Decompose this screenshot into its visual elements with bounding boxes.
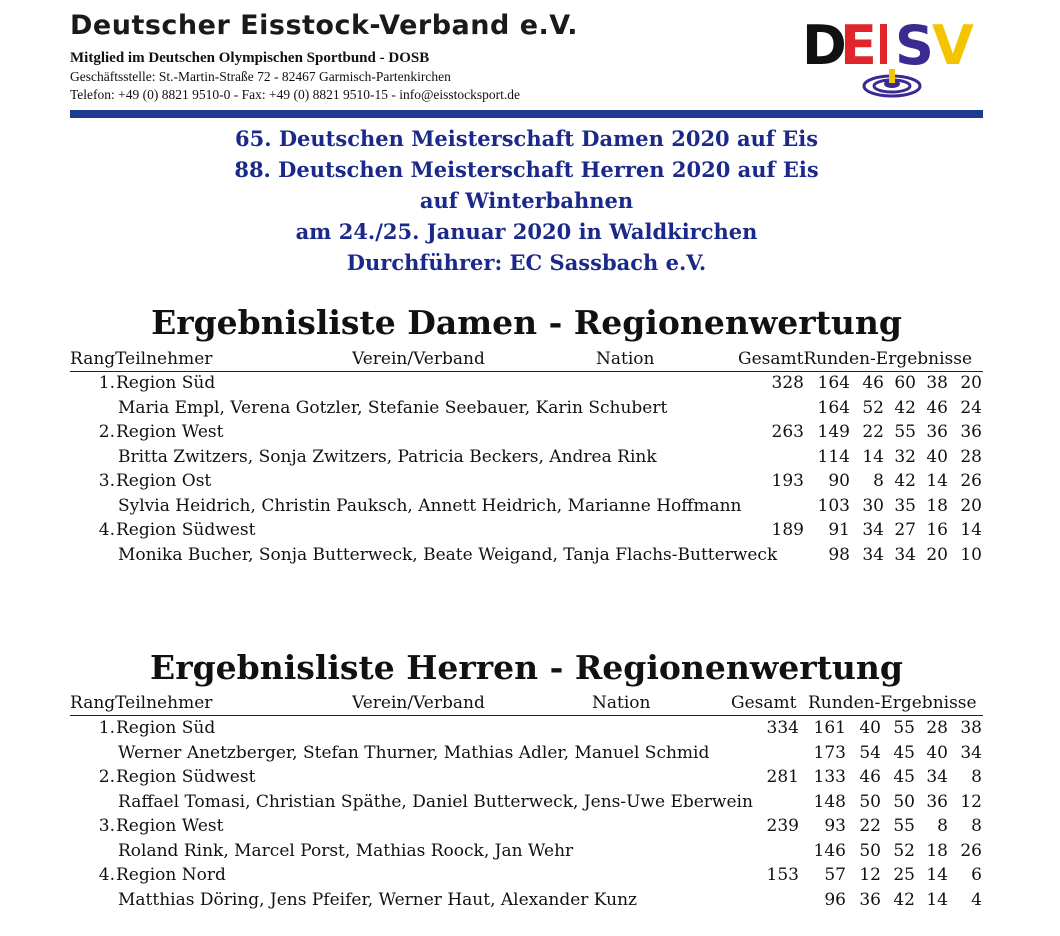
team-total: 334 xyxy=(766,718,799,738)
col-verein: Verein/Verband xyxy=(352,349,485,369)
player-round-score: 12 xyxy=(960,791,982,812)
team-round-score: 12 xyxy=(859,865,881,885)
team-rank: 1. xyxy=(98,373,115,393)
team-round-score: 161 xyxy=(813,718,846,738)
team-round-score: 91 xyxy=(828,520,850,540)
herren-title: Ergebnisliste Herren - Regionenwertung xyxy=(150,648,903,687)
team-round-score: 45 xyxy=(893,767,915,787)
team-round-score: 14 xyxy=(960,520,982,540)
player-round-score: 32 xyxy=(894,446,916,467)
team-players: Britta Zwitzers, Sonja Zwitzers, Patricia Beckers, Andrea Rink xyxy=(118,446,657,467)
team-round-score: 8 xyxy=(873,471,884,491)
team-round-score: 38 xyxy=(960,718,982,738)
team-players: Maria Empl, Verena Gotzler, Stefanie Seebauer, Karin Schubert xyxy=(118,397,668,418)
team-total: 193 xyxy=(771,471,804,491)
team-round-score: 8 xyxy=(971,816,982,836)
team-rank: 4. xyxy=(98,520,115,540)
player-round-score: 98 xyxy=(828,544,850,565)
team-round-score: 8 xyxy=(971,767,982,787)
team-round-score: 14 xyxy=(926,865,948,885)
team-total: 239 xyxy=(766,816,799,836)
team-round-score: 46 xyxy=(862,373,884,393)
event-line-2: 88. Deutschen Meisterschaft Herren 2020 auf Eis xyxy=(234,157,819,182)
team-region: Region Süd xyxy=(116,718,216,738)
player-round-score: 34 xyxy=(894,544,916,565)
player-round-score: 36 xyxy=(926,791,948,812)
player-round-score: 20 xyxy=(960,495,982,516)
team-round-score: 36 xyxy=(960,422,982,442)
team-round-score: 40 xyxy=(859,718,881,738)
address-line: Geschäftsstelle: St.-Martin-Straße 72 - 82467 Garmisch-Partenkirchen xyxy=(70,69,451,84)
team-total: 153 xyxy=(766,865,799,885)
team-rank: 4. xyxy=(98,865,115,885)
team-total: 281 xyxy=(766,767,799,787)
player-round-score: 18 xyxy=(926,840,948,861)
event-line-5: Durchführer: EC Sassbach e.V. xyxy=(346,250,707,275)
player-round-score: 173 xyxy=(813,742,846,763)
player-round-score: 20 xyxy=(926,544,948,565)
team-players: Raffael Tomasi, Christian Späthe, Daniel Butterweck, Jens-Uwe Eberwein xyxy=(118,791,753,812)
team-round-score: 42 xyxy=(894,471,916,491)
team-round-score: 133 xyxy=(813,767,846,787)
team-round-score: 46 xyxy=(859,767,881,787)
player-round-score: 52 xyxy=(862,397,884,418)
team-rank: 2. xyxy=(98,767,115,787)
damen-head-rule xyxy=(70,371,983,372)
player-round-score: 36 xyxy=(859,889,881,910)
team-rank: 3. xyxy=(98,471,115,491)
team-region: Region Nord xyxy=(116,865,226,885)
event-line-3: auf Winterbahnen xyxy=(419,188,634,213)
team-region: Region Ost xyxy=(116,471,212,491)
team-round-score: 34 xyxy=(862,520,884,540)
member-line: Mitglied im Deutschen Olympischen Sportbund - DOSB xyxy=(70,50,430,66)
team-rank: 1. xyxy=(98,718,115,738)
team-round-score: 164 xyxy=(817,373,850,393)
herren-head-rule xyxy=(70,715,983,716)
col-nation-herren: Nation xyxy=(592,693,651,713)
team-round-score: 55 xyxy=(894,422,916,442)
player-round-score: 50 xyxy=(893,791,915,812)
col-gesamt-herren: Gesamt xyxy=(731,693,797,713)
team-players: Matthias Döring, Jens Pfeifer, Werner Haut, Alexander Kunz xyxy=(118,889,637,910)
player-round-score: 30 xyxy=(862,495,884,516)
col-verein-herren: Verein/Verband xyxy=(352,693,485,713)
team-round-score: 25 xyxy=(893,865,915,885)
player-round-score: 34 xyxy=(862,544,884,565)
event-line-1: 65. Deutschen Meisterschaft Damen 2020 auf Eis xyxy=(234,126,819,151)
team-round-score: 27 xyxy=(894,520,916,540)
team-round-score: 90 xyxy=(828,471,850,491)
team-round-score: 93 xyxy=(824,816,846,836)
team-players: Monika Bucher, Sonja Butterweck, Beate Weigand, Tanja Flachs-Butterweck xyxy=(118,544,778,565)
team-region: Region Süd xyxy=(116,373,216,393)
team-round-score: 38 xyxy=(926,373,948,393)
player-round-score: 52 xyxy=(893,840,915,861)
player-round-score: 114 xyxy=(817,446,850,467)
event-line-4: am 24./25. Januar 2020 in Waldkirchen xyxy=(295,219,758,244)
team-round-score: 149 xyxy=(817,422,850,442)
contact-line: Telefon: +49 (0) 8821 9510-0 - Fax: +49 (0) 8821 9510-15 - info@eisstocksport.de xyxy=(70,87,521,102)
player-round-score: 10 xyxy=(960,544,982,565)
player-round-score: 146 xyxy=(813,840,846,861)
player-round-score: 40 xyxy=(926,742,948,763)
player-round-score: 103 xyxy=(817,495,850,516)
damen-title: Ergebnisliste Damen - Regionenwertung xyxy=(151,303,902,342)
team-round-score: 57 xyxy=(824,865,846,885)
player-round-score: 18 xyxy=(926,495,948,516)
col-gesamt-runden: GesamtRunden-Ergebnisse xyxy=(738,349,973,369)
player-round-score: 50 xyxy=(859,791,881,812)
team-round-score: 22 xyxy=(862,422,884,442)
team-round-score: 22 xyxy=(859,816,881,836)
team-rank: 3. xyxy=(98,816,115,836)
player-round-score: 34 xyxy=(960,742,982,763)
svg-text:V: V xyxy=(932,14,974,77)
team-round-score: 8 xyxy=(937,816,948,836)
team-round-score: 34 xyxy=(926,767,948,787)
player-round-score: 45 xyxy=(893,742,915,763)
team-round-score: 6 xyxy=(971,865,982,885)
player-round-score: 40 xyxy=(926,446,948,467)
team-total: 328 xyxy=(771,373,804,393)
player-round-score: 46 xyxy=(926,397,948,418)
player-round-score: 96 xyxy=(824,889,846,910)
player-round-score: 24 xyxy=(960,397,982,418)
desv-logo xyxy=(800,14,985,106)
player-round-score: 50 xyxy=(859,840,881,861)
player-round-score: 14 xyxy=(926,889,948,910)
col-rang-teilnehmer-herren: RangTeilnehmer xyxy=(70,693,213,713)
player-round-score: 35 xyxy=(894,495,916,516)
svg-text:S: S xyxy=(895,14,934,77)
player-round-score: 26 xyxy=(960,840,982,861)
player-round-score: 42 xyxy=(894,397,916,418)
team-players: Werner Anetzberger, Stefan Thurner, Mathias Adler, Manuel Schmid xyxy=(118,742,710,763)
team-players: Roland Rink, Marcel Porst, Mathias Roock, Jan Wehr xyxy=(118,840,574,861)
col-runden-herren: Runden-Ergebnisse xyxy=(808,693,977,713)
team-round-score: 55 xyxy=(893,816,915,836)
team-region: Region West xyxy=(116,816,224,836)
player-round-score: 54 xyxy=(859,742,881,763)
team-round-score: 28 xyxy=(926,718,948,738)
player-round-score: 14 xyxy=(862,446,884,467)
team-players: Sylvia Heidrich, Christin Pauksch, Annett Heidrich, Marianne Hoffmann xyxy=(118,495,742,516)
team-region: Region Südwest xyxy=(116,767,256,787)
team-region: Region West xyxy=(116,422,224,442)
svg-text:D: D xyxy=(802,14,847,77)
team-total: 263 xyxy=(771,422,804,442)
team-round-score: 60 xyxy=(894,373,916,393)
team-rank: 2. xyxy=(98,422,115,442)
team-round-score: 14 xyxy=(926,471,948,491)
team-round-score: 26 xyxy=(960,471,982,491)
org-name: Deutscher Eisstock-Verband e.V. xyxy=(70,10,578,41)
player-round-score: 164 xyxy=(817,397,850,418)
player-round-score: 148 xyxy=(813,791,846,812)
col-nation: Nation xyxy=(596,349,655,369)
team-region: Region Südwest xyxy=(116,520,256,540)
team-round-score: 55 xyxy=(893,718,915,738)
team-round-score: 16 xyxy=(926,520,948,540)
player-round-score: 42 xyxy=(893,889,915,910)
col-rang-teilnehmer: RangTeilnehmer xyxy=(70,349,213,369)
svg-text:E: E xyxy=(840,14,877,77)
header-rule xyxy=(70,110,983,118)
player-round-score: 4 xyxy=(971,889,982,910)
team-round-score: 36 xyxy=(926,422,948,442)
player-round-score: 28 xyxy=(960,446,982,467)
team-total: 189 xyxy=(771,520,804,540)
team-round-score: 20 xyxy=(960,373,982,393)
